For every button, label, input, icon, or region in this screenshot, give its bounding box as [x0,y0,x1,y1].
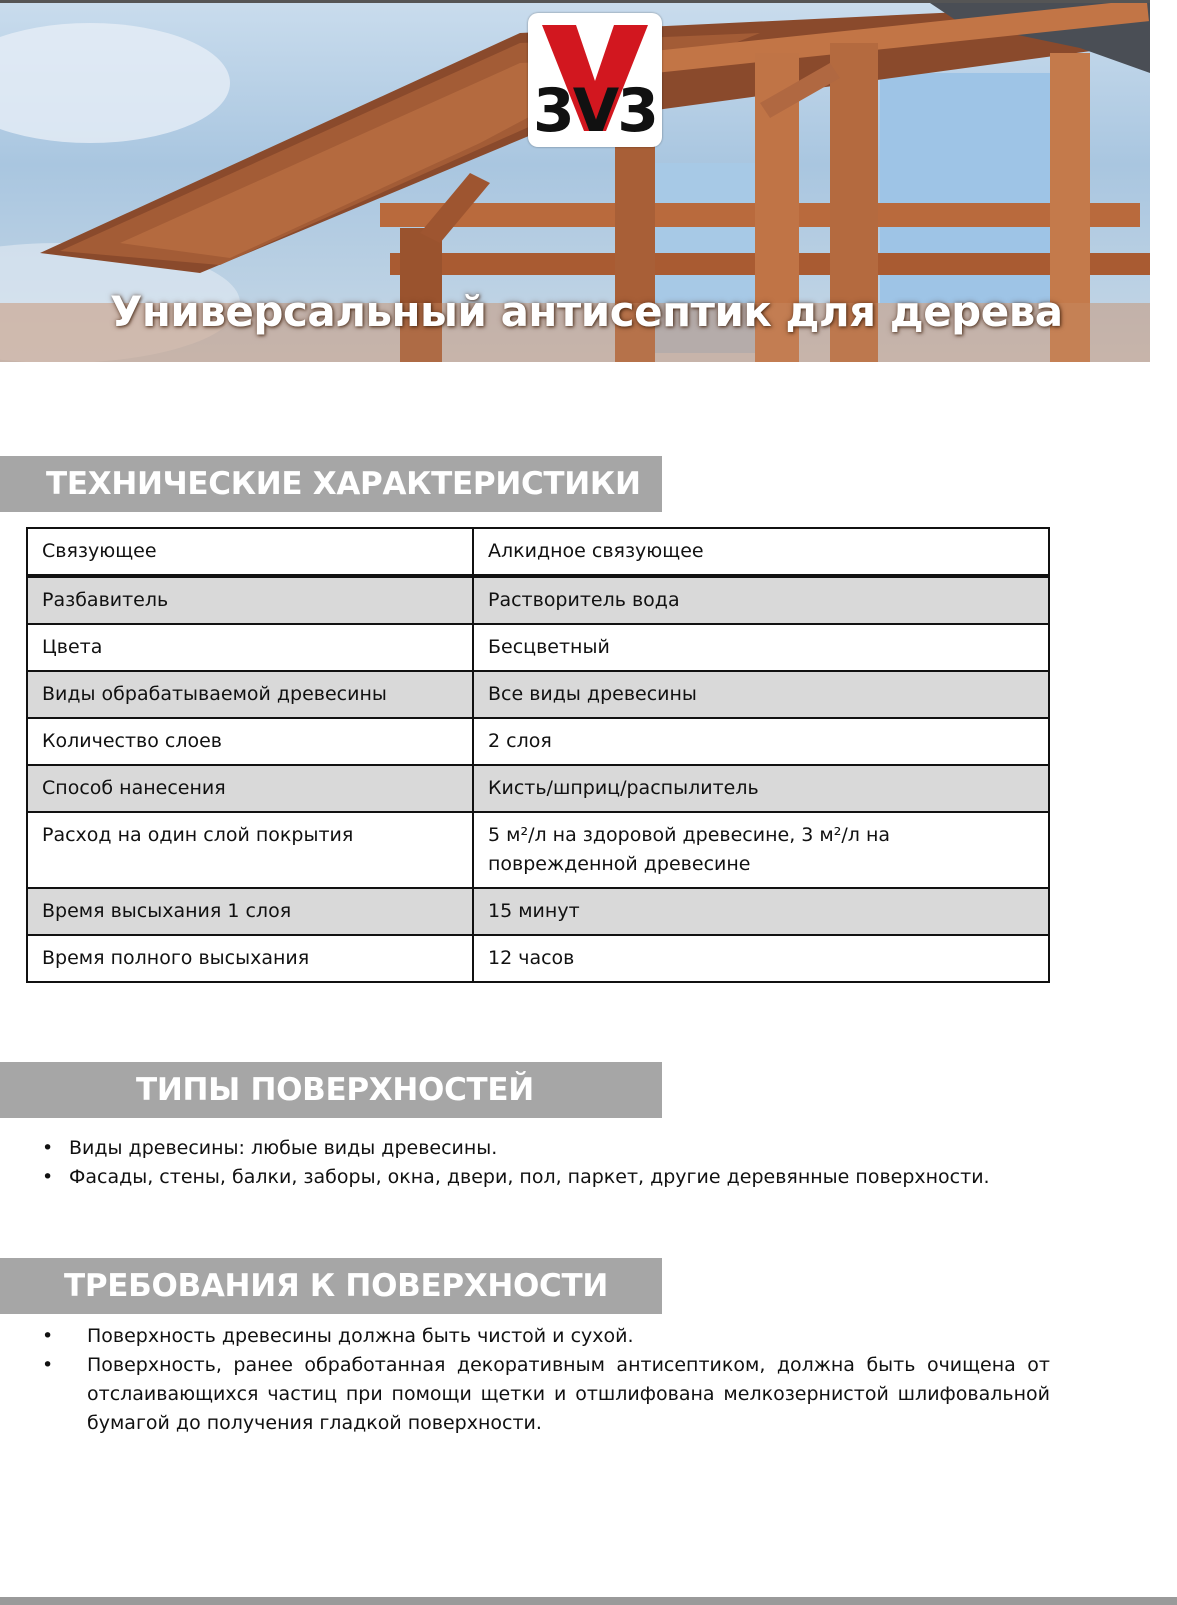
spec-key: Связующее [27,528,473,576]
spec-key: Виды обрабатываемой древесины [27,671,473,718]
specs-table [26,527,1050,983]
requirements-section-header [0,1258,662,1314]
bullet-icon: • [42,1325,54,1347]
spec-value: Все виды древесины [473,671,1049,718]
spec-key: Расход на один слой покрытия [27,812,473,888]
specs-section-title: ТЕХНИЧЕСКИЕ ХАРАКТЕРИСТИКИ [46,466,641,502]
requirements-list [42,1322,1050,1438]
list-item [42,1163,1142,1192]
list-item-text: Фасады, стены, балки, заборы, окна, двери, пол, паркет, другие деревянные поверхности. [69,1166,990,1188]
table-row [27,528,1049,576]
spec-value: 2 слоя [473,718,1049,765]
list-item [42,1134,1142,1163]
footer-divider [0,1597,1177,1605]
list-item-text: Поверхность древесины должна быть чистой и сухой. [87,1325,634,1347]
brand-logo [528,13,662,147]
spec-value: Кисть/шприц/распылитель [473,765,1049,812]
table-row [27,576,1049,624]
surfaces-section-header [0,1062,662,1118]
bullet-icon: • [42,1354,54,1376]
spec-value: Алкидное связующее [473,528,1049,576]
spec-key: Количество слоев [27,718,473,765]
table-row [27,935,1049,982]
table-row [27,888,1049,935]
list-item [42,1351,1050,1438]
spec-key: Время высыхания 1 слоя [27,888,473,935]
spec-key: Время полного высыхания [27,935,473,982]
page-title: Универсальный антисептик для дерева [110,287,1063,336]
surfaces-section-title: ТИПЫ ПОВЕРХНОСТЕЙ [136,1072,534,1108]
surfaces-list [42,1134,1142,1192]
spec-key: Цвета [27,624,473,671]
table-row [27,765,1049,812]
spec-key: Способ нанесения [27,765,473,812]
table-row [27,812,1049,888]
spec-value: 15 минут [473,888,1049,935]
table-row [27,624,1049,671]
bullet-icon: • [42,1137,54,1159]
logo-text: 3V3 [533,76,657,146]
table-row [27,671,1049,718]
spec-value: 12 часов [473,935,1049,982]
hero-banner [0,0,1150,362]
spec-value: Растворитель вода [473,576,1049,624]
spec-value: 5 м²/л на здоровой древесине, 3 м²/л на поврежденной древесине [473,812,1049,888]
spec-value: Бесцветный [473,624,1049,671]
table-row [27,718,1049,765]
requirements-section-title: ТРЕБОВАНИЯ К ПОВЕРХНОСТИ [64,1268,608,1304]
bullet-icon: • [42,1166,54,1188]
spec-key: Разбавитель [27,576,473,624]
list-item-text: Виды древесины: любые виды древесины. [69,1137,498,1159]
list-item [42,1322,1050,1351]
specs-section-header [0,456,662,512]
list-item-text: Поверхность, ранее обработанная декоративным антисептиком, должна быть очищена от отслаивающихся частиц при помощи щетки и отшлифована мелкозернистой шлифовальной бумагой до получения гладкой поверхности. [87,1354,1050,1434]
